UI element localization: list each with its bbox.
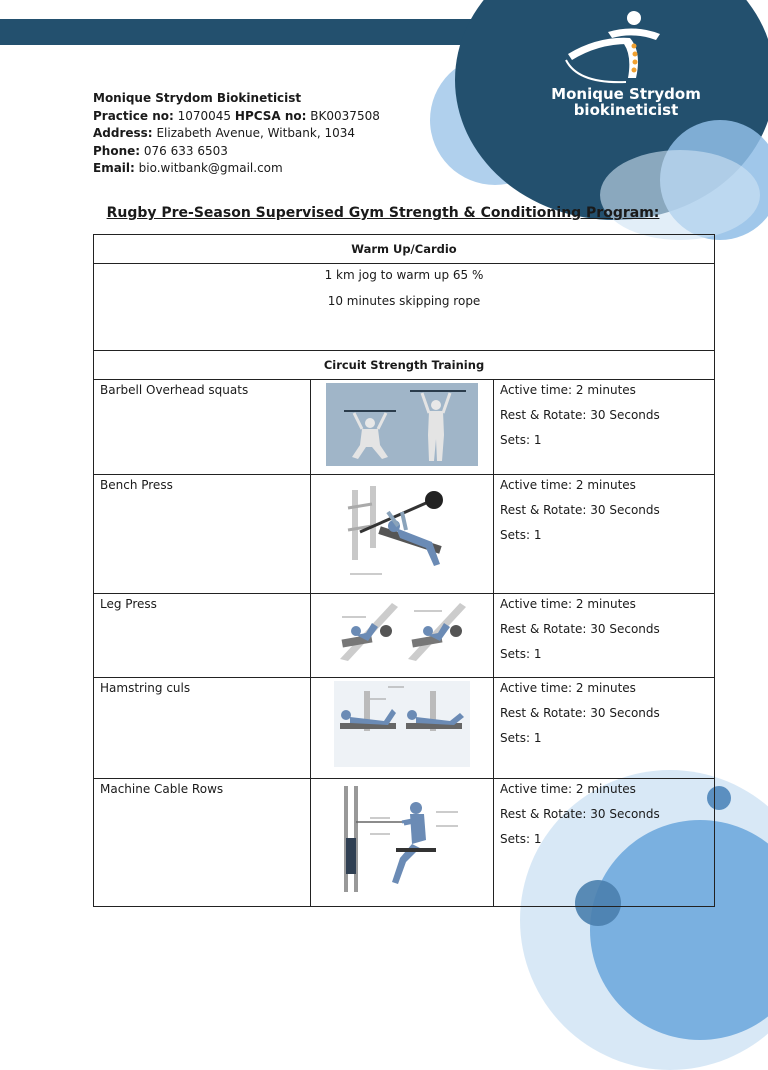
exercise-details [494, 678, 715, 779]
header-band [0, 19, 520, 45]
table-row [94, 380, 715, 475]
sets: Sets: 1 [500, 832, 542, 846]
exercise-name: Bench Press [94, 475, 311, 594]
exercise-name: Barbell Overhead squats [94, 380, 311, 475]
decor-circle [600, 150, 760, 240]
program-table [93, 234, 715, 907]
sets: Sets: 1 [500, 433, 542, 447]
warmup-cell [94, 264, 715, 351]
exercise-name: Machine Cable Rows [94, 779, 311, 907]
email-line: Email: bio.witbank@gmail.com [93, 161, 283, 176]
rest-rotate: Rest & Rotate: 30 Seconds [500, 807, 660, 821]
exercise-details [494, 475, 715, 594]
contact-name: Monique Strydom Biokineticist [93, 91, 302, 105]
program-title: Rugby Pre-Season Supervised Gym Strength & Conditioning Program: [106, 205, 660, 221]
warmup-item: 1 km jog to warm up 65 % [324, 268, 484, 282]
exercise-figure-cell [311, 779, 494, 907]
rest-rotate: Rest & Rotate: 30 Seconds [500, 622, 660, 636]
rest-rotate: Rest & Rotate: 30 Seconds [500, 503, 660, 517]
practice-line: Practice no: 1070045 HPCSA no: BK0037508 [93, 108, 380, 123]
contact-block [93, 90, 380, 178]
active-time: Active time: 2 minutes [500, 782, 636, 796]
logo [538, 8, 714, 118]
exercise-name: Leg Press [94, 594, 311, 678]
rest-rotate: Rest & Rotate: 30 Seconds [500, 706, 660, 720]
exercise-details [494, 594, 715, 678]
active-time: Active time: 2 minutes [500, 681, 636, 695]
logo-figure-icon [538, 8, 714, 88]
exercise-details [494, 380, 715, 475]
circuit-heading: Circuit Strength Training [94, 351, 715, 380]
logo-line1: Monique Strydom [551, 85, 701, 103]
table-row [94, 475, 715, 594]
active-time: Active time: 2 minutes [500, 597, 636, 611]
sets: Sets: 1 [500, 731, 542, 745]
phone-line: Phone: 076 633 6503 [93, 143, 228, 158]
table-row [94, 678, 715, 779]
address-line: Address: Elizabeth Avenue, Witbank, 1034 [93, 126, 356, 141]
cable-row-figure [340, 782, 464, 896]
logo-line2: biokineticist [573, 101, 679, 119]
table-row [94, 594, 715, 678]
warmup-item: 10 minutes skipping rope [327, 294, 481, 308]
sets: Sets: 1 [500, 528, 542, 542]
leg-press-figure [332, 597, 472, 665]
active-time: Active time: 2 minutes [500, 478, 636, 492]
table-row [94, 779, 715, 907]
overhead-squat-figure [326, 383, 478, 466]
active-time: Active time: 2 minutes [500, 383, 636, 397]
sets: Sets: 1 [500, 647, 542, 661]
hamstring-curl-figure [334, 681, 470, 767]
exercise-figure-cell [311, 678, 494, 779]
exercise-figure-cell [311, 475, 494, 594]
exercise-details [494, 779, 715, 907]
bench-press-figure [342, 478, 462, 583]
warmup-heading: Warm Up/Cardio [94, 235, 715, 264]
rest-rotate: Rest & Rotate: 30 Seconds [500, 408, 660, 422]
exercise-figure-cell [311, 594, 494, 678]
exercise-figure-cell [311, 380, 494, 475]
exercise-name: Hamstring culs [94, 678, 311, 779]
